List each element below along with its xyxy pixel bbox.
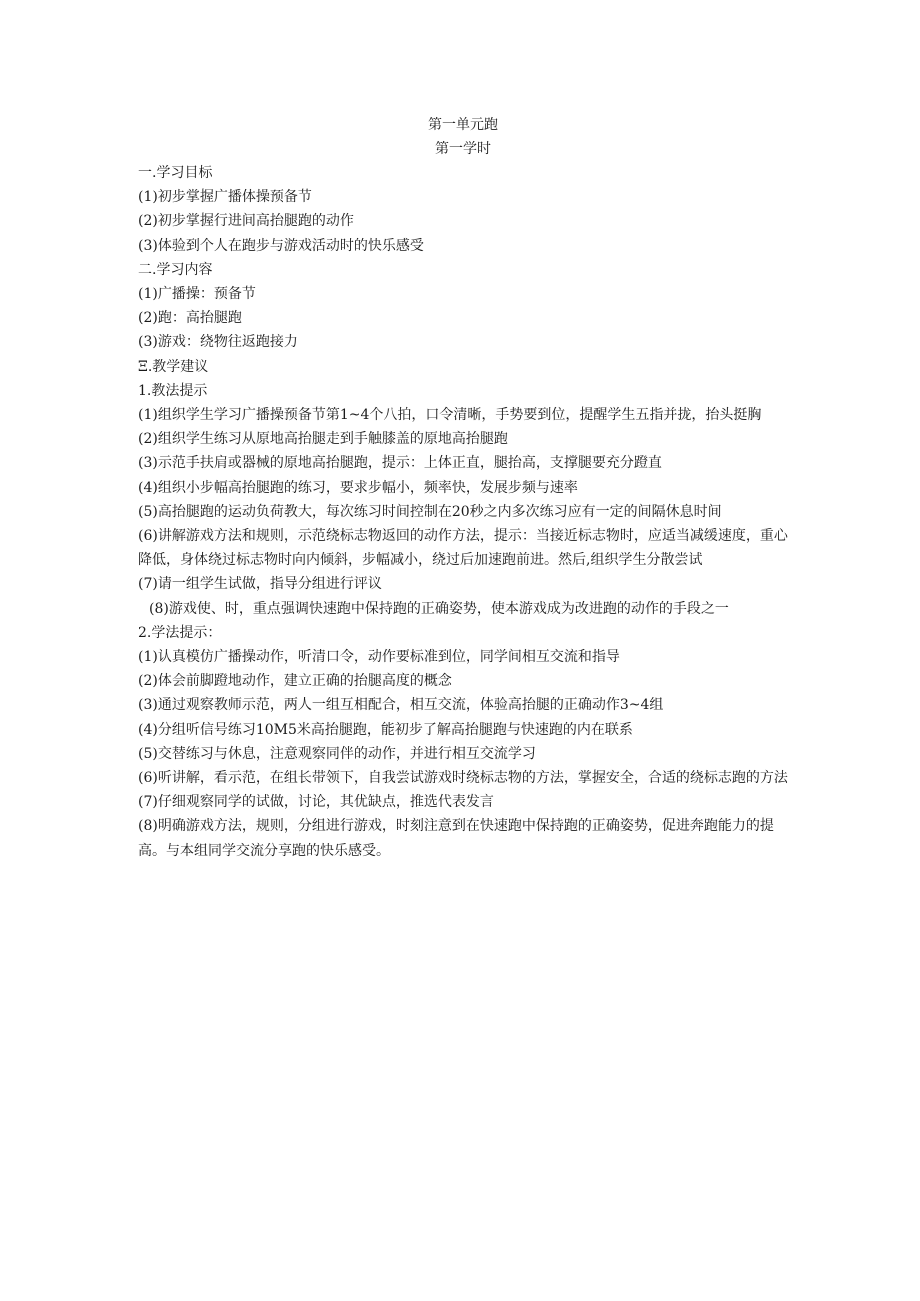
list-item: (1)初步掌握广播体操预备节	[138, 189, 312, 206]
list-item: (2)组织学生练习从原地高抬腿走到手触膝盖的原地高抬腿跑	[138, 431, 508, 448]
section-heading: 一.学习目标	[138, 165, 213, 181]
list-item: (5)高抬腿跑的运动负荷教大，每次练习时间控制在20秒之内多次练习应有一定的间隔休息时间	[138, 503, 722, 520]
list-item: (1)组织学生学习广播操预备节第1~4个八拍，口令清晰，手势要到位，提醒学生五指并拢，抬头挺胸	[138, 407, 762, 424]
list-item: (6)听讲解，看示范，在组长带领下，自我尝试游戏时绕标志物的方法，掌握安全，合适的绕标志跑的方法	[138, 770, 788, 787]
list-item: (7)请一组学生试做，指导分组进行评议	[138, 576, 382, 593]
list-item: (2)体会前脚蹬地动作，建立正确的抬腿高度的概念	[138, 673, 452, 690]
list-item: (8)明确游戏方法，规则，分组进行游戏，时刻注意到在快速跑中保持跑的正确姿势，促进奔跑能力的提高。与本组同学交流分享跑的快乐感受。	[138, 818, 774, 859]
list-item: (2)跑：高抬腿跑	[138, 310, 242, 327]
list-item: (3)游戏：绕物往返跑接力	[138, 334, 298, 351]
list-item: (7)仔细观察同学的试做，讨论，其优缺点，推选代表发言	[138, 794, 494, 811]
list-item: (3)示范手扶肩或器械的原地高抬腿跑，提示：上体正直，腿抬高，支撑腿要充分蹬直	[138, 455, 662, 472]
list-item: (3)通过观察教师示范，两人一组互相配合，相互交流，体验高抬腿的正确动作3~4组	[138, 697, 664, 714]
list-item: (5)交替练习与休息，注意观察同伴的动作，并进行相互交流学习	[138, 745, 536, 762]
list-item: (2)初步掌握行进间高抬腿跑的动作	[138, 213, 354, 230]
document-page	[138, 113, 788, 863]
section-heading: Ξ.教学建议	[138, 358, 209, 375]
list-item: (1)广播操：预备节	[138, 286, 256, 303]
list-item: (3)体验到个人在跑步与游戏活动时的快乐感受	[138, 237, 424, 254]
section-heading: 二.学习内容	[138, 261, 213, 278]
list-item: (1)认真模仿广播操动作，听清口令，动作要标准到位，同学间相互交流和指导	[138, 649, 620, 666]
subsection-heading: 2.学法提示：	[138, 624, 222, 641]
list-item: (6)讲解游戏方法和规则，示范绕标志物返回的动作方法，提示：当接近标志物时，应适当减缓速度，重心降低，身体绕过标志物时向内倾斜，步幅减小，绕过后加速跑前进。然后,组织学生分散尝试	[138, 528, 788, 569]
list-item: (4)分组听信号练习10M5米高抬腿跑，能初步了解高抬腿跑与快速跑的内在联系	[138, 721, 633, 738]
list-item: (8)游戏使、时，重点强调快速跑中保持跑的正确姿势，使本游戏成为改进跑的动作的手段之一	[149, 600, 729, 617]
list-item: (4)组织小步幅高抬腿跑的练习，要求步幅小，频率快，发展步频与速率	[138, 479, 578, 496]
subsection-heading: 1.教法提示	[138, 382, 208, 399]
document-subtitle: 第一学时	[435, 141, 491, 157]
document-title: 第一单元跑	[428, 117, 498, 133]
